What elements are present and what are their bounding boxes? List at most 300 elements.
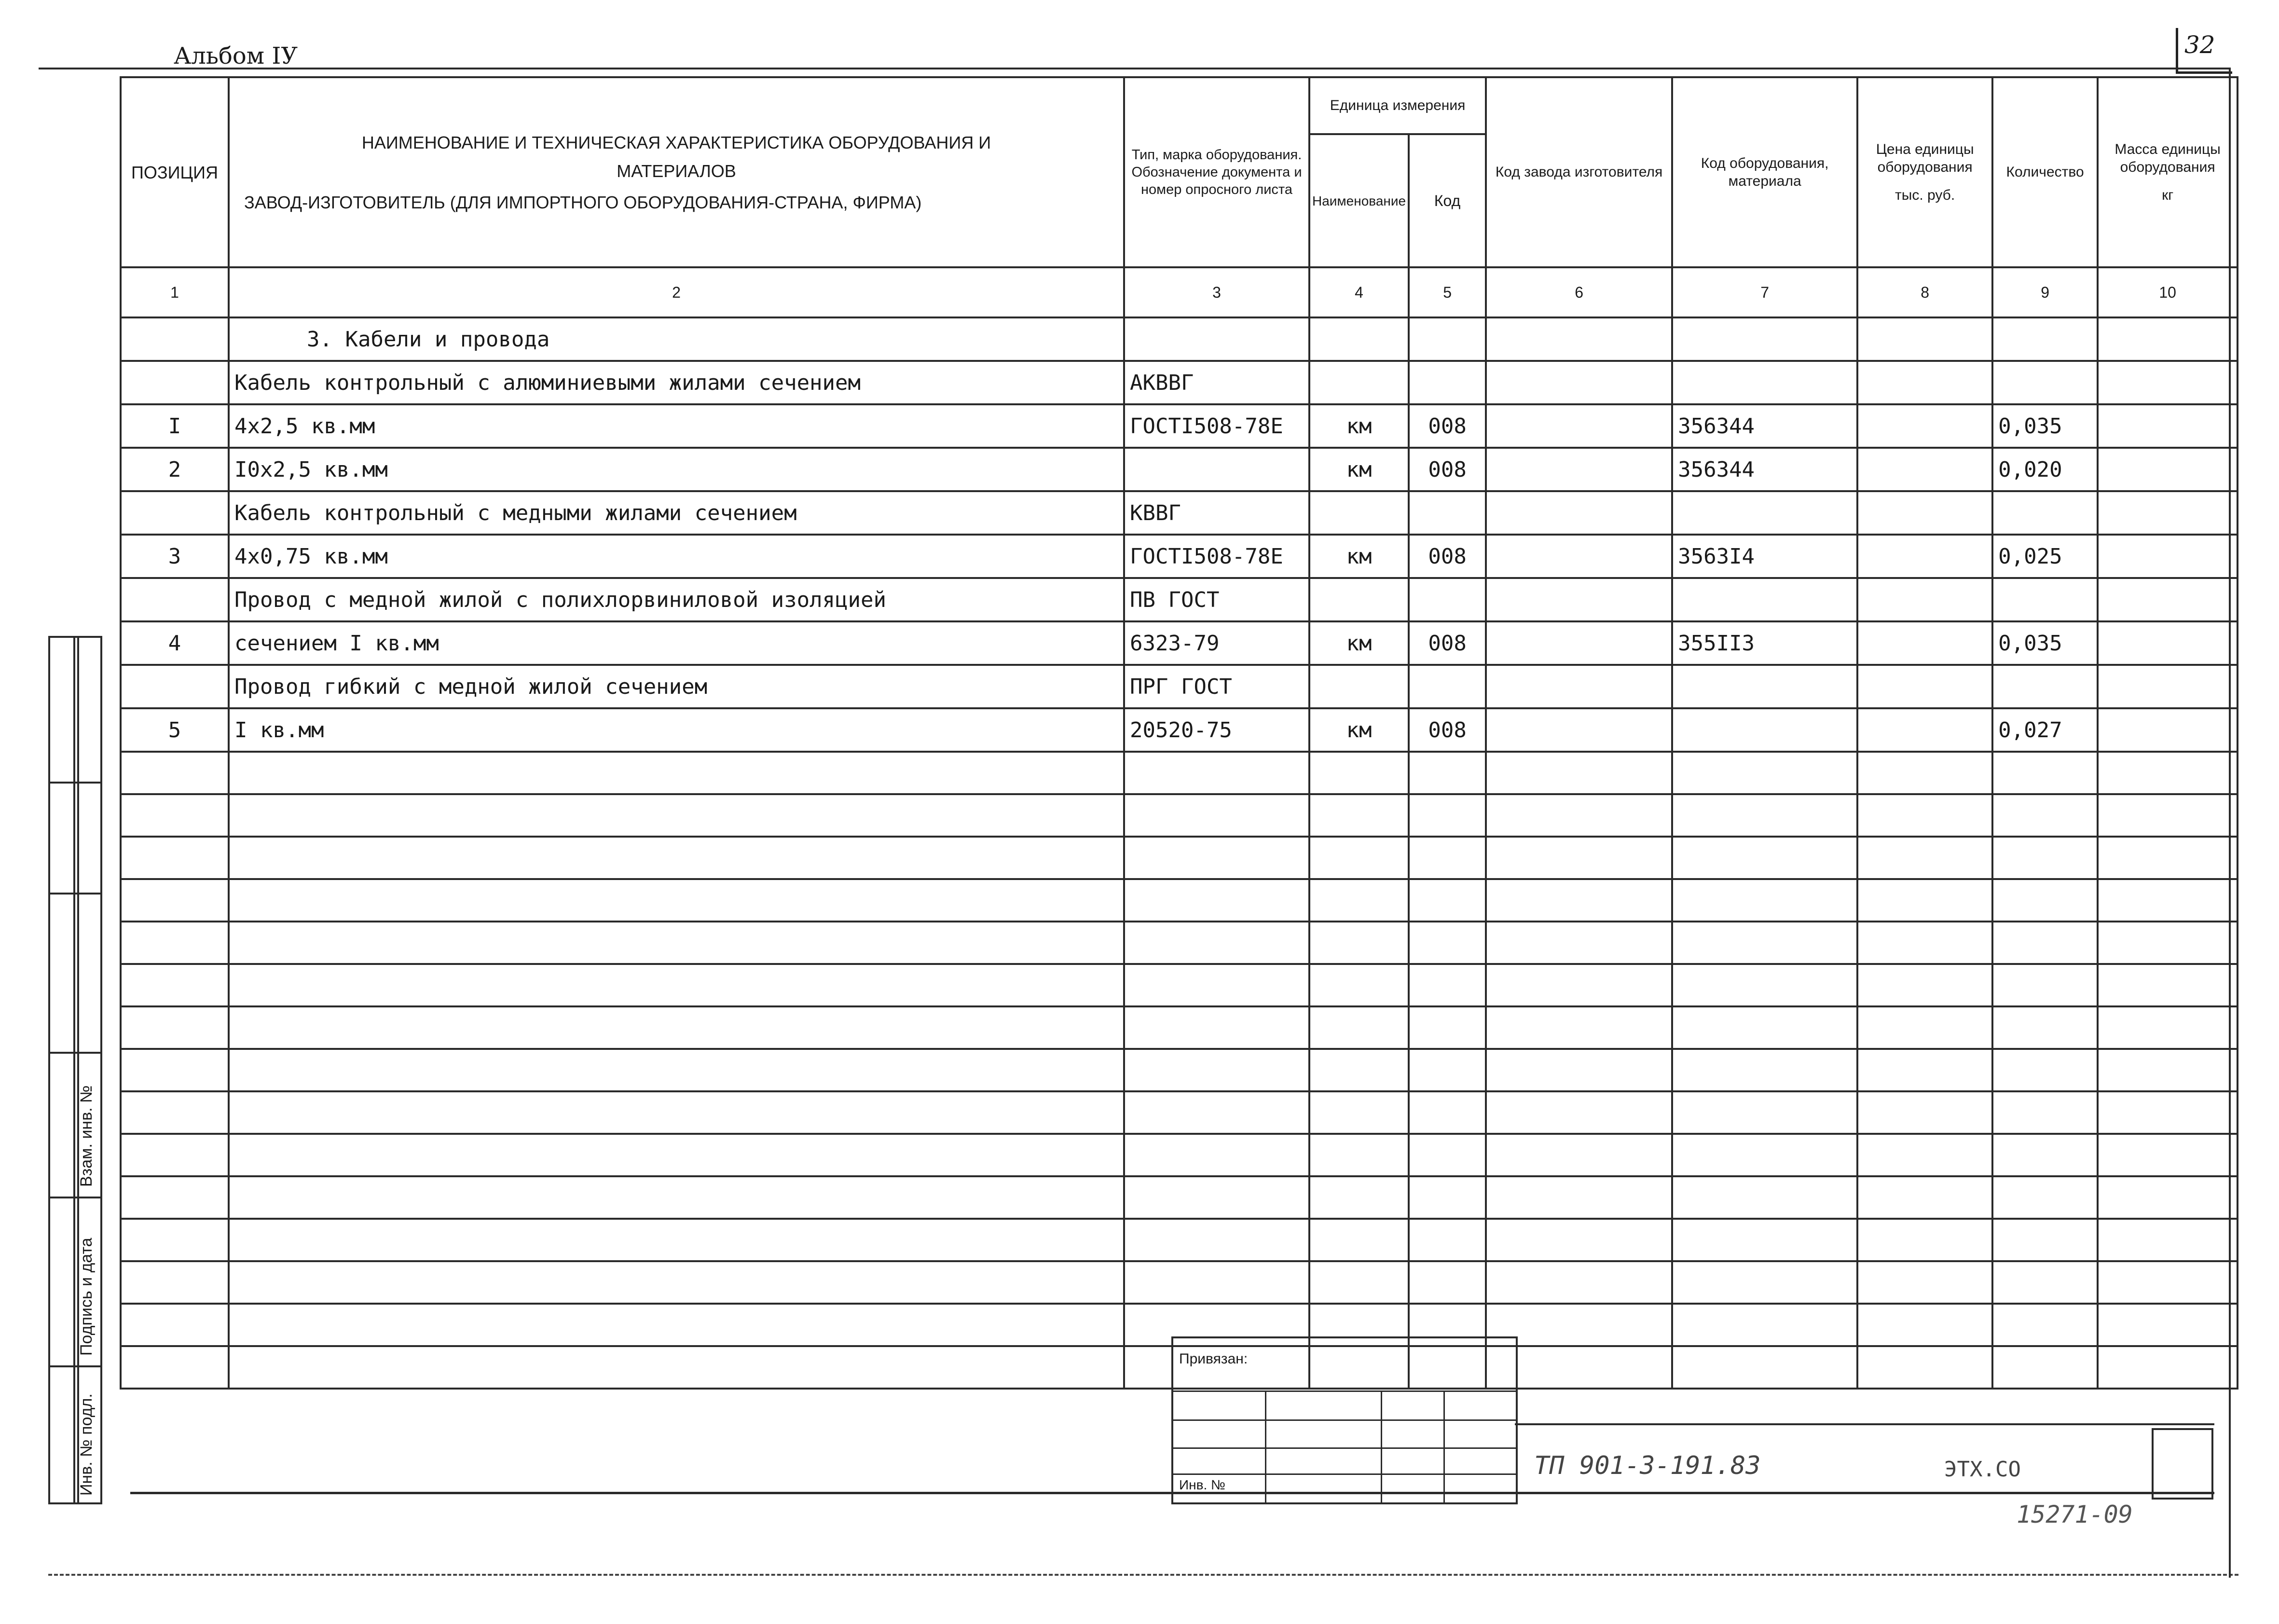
- header-quantity: Количество: [1992, 77, 2098, 267]
- empty-cell: [1672, 837, 1857, 879]
- col-number: 7: [1672, 267, 1857, 317]
- row-position: [121, 361, 229, 404]
- row-price: [1857, 621, 1992, 665]
- table-row: [121, 665, 2238, 708]
- header-unit-code: Код: [1409, 134, 1486, 267]
- empty-cell: [229, 1006, 1124, 1049]
- header-name-line1: НАИМЕНОВАНИЕ И ТЕХНИЧЕСКАЯ ХАРАКТЕРИСТИКА ОБОРУДОВАНИЯ И: [361, 132, 991, 152]
- empty-cell: [2098, 752, 2238, 794]
- row-quantity: [1992, 491, 2098, 535]
- row-unit-code: 008: [1409, 621, 1486, 665]
- side-divider: [48, 1052, 101, 1054]
- empty-cell: [121, 879, 229, 922]
- row-name: Провод гибкий с медной жилой сечением: [229, 665, 1124, 708]
- header-name: [229, 77, 1124, 267]
- header-factory-code: Код завода изготовителя: [1486, 77, 1672, 267]
- empty-cell: [121, 1304, 229, 1346]
- row-unit-code: 008: [1409, 448, 1486, 491]
- empty-cell: [229, 922, 1124, 964]
- header-mass: [2098, 77, 2238, 267]
- row-position: [121, 665, 229, 708]
- empty-cell: [229, 752, 1124, 794]
- empty-cell: [1672, 1006, 1857, 1049]
- empty-cell: [1409, 1006, 1486, 1049]
- empty-cell: [1992, 752, 2098, 794]
- row-position: [121, 491, 229, 535]
- empty-cell: [2098, 1176, 2238, 1219]
- empty-cell: [229, 1091, 1124, 1134]
- empty-row: [121, 837, 2238, 879]
- empty-row: [121, 879, 2238, 922]
- row-mass: [2098, 491, 2238, 535]
- row-position: [121, 578, 229, 621]
- empty-row: [121, 1176, 2238, 1219]
- col-number: 6: [1486, 267, 1672, 317]
- empty-cell: [1409, 1049, 1486, 1091]
- header-mass-unit: кг: [2162, 187, 2174, 203]
- empty-cell: [1992, 964, 2098, 1006]
- empty-cell: [2098, 879, 2238, 922]
- row-equipment-code: 355II3: [1672, 621, 1857, 665]
- title-block-cell: [2152, 1428, 2213, 1500]
- empty-cell: [1409, 879, 1486, 922]
- row-name: I кв.мм: [229, 708, 1124, 752]
- row-mass: [2098, 665, 2238, 708]
- empty-cell: [1486, 1091, 1672, 1134]
- empty-cell: [121, 794, 229, 837]
- empty-cell: [1309, 1219, 1409, 1261]
- header-name-line3: ЗАВОД-ИЗГОТОВИТЕЛЬ (ДЛЯ ИМПОРТНОГО ОБОРУДОВАНИЯ-СТРАНА, ФИРМА): [244, 192, 922, 212]
- album-label: Альбом IУ: [174, 42, 298, 69]
- row-unit-code: 008: [1409, 708, 1486, 752]
- empty-cell: [1409, 1134, 1486, 1176]
- row-unit: [1309, 491, 1409, 535]
- empty-cell: [1124, 1091, 1309, 1134]
- empty-cell: [2098, 1006, 2238, 1049]
- empty-cell: [1672, 1219, 1857, 1261]
- empty-cell: [2098, 1346, 2238, 1389]
- row-name: сечением I кв.мм: [229, 621, 1124, 665]
- row-price: [1857, 317, 1992, 361]
- row-name: I0x2,5 кв.мм: [229, 448, 1124, 491]
- row-factory-code: [1486, 404, 1672, 448]
- row-unit: [1309, 317, 1409, 361]
- handwritten-number: 15271-09: [2017, 1500, 2133, 1528]
- row-unit: км: [1309, 448, 1409, 491]
- empty-cell: [121, 1006, 229, 1049]
- empty-cell: [1486, 964, 1672, 1006]
- empty-cell: [1857, 1176, 1992, 1219]
- empty-cell: [121, 1219, 229, 1261]
- empty-cell: [1857, 1261, 1992, 1304]
- empty-cell: [229, 1261, 1124, 1304]
- row-price: [1857, 491, 1992, 535]
- row-price: [1857, 361, 1992, 404]
- empty-cell: [1672, 752, 1857, 794]
- empty-cell: [1309, 1261, 1409, 1304]
- empty-row: [121, 752, 2238, 794]
- row-equipment-code: [1672, 317, 1857, 361]
- row-type: КВВГ: [1124, 491, 1309, 535]
- empty-cell: [1672, 794, 1857, 837]
- row-unit: км: [1309, 708, 1409, 752]
- empty-cell: [1124, 837, 1309, 879]
- empty-cell: [1124, 1049, 1309, 1091]
- empty-cell: [1409, 837, 1486, 879]
- empty-cell: [1309, 1049, 1409, 1091]
- empty-cell: [1124, 1134, 1309, 1176]
- row-name: Провод с медной жилой с полихлорвиниловой изоляцией: [229, 578, 1124, 621]
- side-label-inventory: Инв. № подл.: [77, 1393, 96, 1496]
- header-equipment-code: Код оборудования, материала: [1672, 77, 1857, 267]
- empty-cell: [2098, 794, 2238, 837]
- specification-table: [120, 76, 2238, 1390]
- empty-cell: [1309, 922, 1409, 964]
- side-label-replace: Взам. инв. №: [77, 1085, 96, 1187]
- right-frame-line: [2229, 68, 2231, 1578]
- table-row: [121, 621, 2238, 665]
- empty-cell: [1486, 1134, 1672, 1176]
- col-number: 2: [229, 267, 1124, 317]
- empty-cell: [121, 837, 229, 879]
- empty-cell: [1486, 1049, 1672, 1091]
- empty-cell: [1992, 1261, 2098, 1304]
- empty-cell: [1409, 964, 1486, 1006]
- row-price: [1857, 578, 1992, 621]
- table-row: [121, 317, 2238, 361]
- empty-cell: [1857, 752, 1992, 794]
- empty-cell: [1992, 1176, 2098, 1219]
- empty-cell: [2098, 1091, 2238, 1134]
- row-equipment-code: 3563I4: [1672, 535, 1857, 578]
- empty-cell: [1992, 1134, 2098, 1176]
- empty-cell: [1672, 1091, 1857, 1134]
- empty-cell: [121, 1091, 229, 1134]
- header-type: Тип, марка оборудования. Обозначение документа и номер опросного листа: [1124, 77, 1309, 267]
- sheet-number: 32: [2184, 31, 2215, 59]
- empty-cell: [1672, 922, 1857, 964]
- document-suffix: ЭТХ.СО: [1944, 1457, 2021, 1482]
- header-price-label: Цена единицы оборудования: [1876, 141, 1974, 176]
- row-name: 4x0,75 кв.мм: [229, 535, 1124, 578]
- header-position: ПОЗИЦИЯ: [121, 77, 229, 267]
- top-rule: [39, 68, 2229, 69]
- empty-cell: [121, 1176, 229, 1219]
- row-factory-code: [1486, 491, 1672, 535]
- empty-cell: [2098, 837, 2238, 879]
- empty-cell: [229, 1049, 1124, 1091]
- table-row: [121, 491, 2238, 535]
- title-block-line: [1515, 1423, 2214, 1425]
- empty-cell: [1486, 1261, 1672, 1304]
- empty-cell: [1309, 1134, 1409, 1176]
- empty-cell: [1409, 752, 1486, 794]
- side-divider: [48, 1365, 101, 1367]
- table-row: [121, 361, 2238, 404]
- empty-cell: [1409, 922, 1486, 964]
- empty-cell: [1992, 794, 2098, 837]
- empty-cell: [1124, 752, 1309, 794]
- header-unit-name: Наименование: [1309, 134, 1409, 267]
- row-quantity: [1992, 665, 2098, 708]
- empty-cell: [1992, 837, 2098, 879]
- empty-cell: [1857, 1049, 1992, 1091]
- row-quantity: [1992, 578, 2098, 621]
- empty-cell: [1124, 794, 1309, 837]
- row-unit: [1309, 578, 1409, 621]
- row-price: [1857, 404, 1992, 448]
- empty-cell: [121, 1346, 229, 1389]
- empty-cell: [1409, 794, 1486, 837]
- col-number: 5: [1409, 267, 1486, 317]
- empty-cell: [1857, 879, 1992, 922]
- empty-cell: [1309, 837, 1409, 879]
- row-factory-code: [1486, 665, 1672, 708]
- row-unit: км: [1309, 404, 1409, 448]
- empty-cell: [121, 1134, 229, 1176]
- empty-cell: [1992, 1049, 2098, 1091]
- empty-cell: [1857, 922, 1992, 964]
- row-position: I: [121, 404, 229, 448]
- empty-cell: [121, 922, 229, 964]
- row-name: Кабель контрольный с медными жилами сечением: [229, 491, 1124, 535]
- row-equipment-code: [1672, 491, 1857, 535]
- header-row: [121, 77, 2238, 134]
- row-unit-code: [1409, 361, 1486, 404]
- empty-cell: [1672, 1176, 1857, 1219]
- row-type: ГОСТI508-78Е: [1124, 535, 1309, 578]
- side-divider: [48, 782, 101, 784]
- row-unit-code: 008: [1409, 404, 1486, 448]
- header-price: [1857, 77, 1992, 267]
- empty-cell: [1857, 1134, 1992, 1176]
- side-divider: [48, 1197, 101, 1198]
- empty-cell: [1124, 1219, 1309, 1261]
- row-type: [1124, 317, 1309, 361]
- row-mass: [2098, 317, 2238, 361]
- empty-cell: [1486, 879, 1672, 922]
- row-quantity: 0,035: [1992, 404, 2098, 448]
- empty-cell: [1124, 1006, 1309, 1049]
- row-mass: [2098, 621, 2238, 665]
- empty-cell: [1124, 879, 1309, 922]
- row-unit: [1309, 665, 1409, 708]
- side-label-signature: Подпись и дата: [77, 1238, 96, 1356]
- column-number-row: [121, 267, 2238, 317]
- row-mass: [2098, 708, 2238, 752]
- empty-cell: [1409, 1261, 1486, 1304]
- row-type: ГОСТI508-78Е: [1124, 404, 1309, 448]
- document-code: ТП 901-3-191.83: [1534, 1451, 1761, 1480]
- empty-row: [121, 1091, 2238, 1134]
- row-equipment-code: [1672, 578, 1857, 621]
- col-number: 9: [1992, 267, 2098, 317]
- row-position: 3: [121, 535, 229, 578]
- empty-cell: [1992, 879, 2098, 922]
- header-mass-label: Масса единицы оборудования: [2114, 141, 2221, 176]
- empty-cell: [1857, 794, 1992, 837]
- empty-cell: [229, 1219, 1124, 1261]
- empty-cell: [1486, 1176, 1672, 1219]
- row-mass: [2098, 361, 2238, 404]
- row-factory-code: [1486, 448, 1672, 491]
- empty-cell: [1992, 1304, 2098, 1346]
- stamp-list-label: Инв. №: [1179, 1477, 1226, 1492]
- empty-cell: [1857, 837, 1992, 879]
- empty-row: [121, 1049, 2238, 1091]
- empty-cell: [1124, 1176, 1309, 1219]
- empty-cell: [1992, 1346, 2098, 1389]
- empty-cell: [1992, 1091, 2098, 1134]
- row-equipment-code: [1672, 361, 1857, 404]
- empty-cell: [1486, 1219, 1672, 1261]
- empty-cell: [1309, 1091, 1409, 1134]
- row-price: [1857, 708, 1992, 752]
- row-unit: км: [1309, 621, 1409, 665]
- row-unit-code: [1409, 491, 1486, 535]
- row-quantity: [1992, 361, 2098, 404]
- empty-cell: [1409, 1091, 1486, 1134]
- empty-cell: [121, 752, 229, 794]
- empty-cell: [1672, 1134, 1857, 1176]
- empty-cell: [1309, 964, 1409, 1006]
- page-edge-line: [48, 1574, 2238, 1576]
- empty-cell: [229, 879, 1124, 922]
- row-price: [1857, 448, 1992, 491]
- row-unit-code: [1409, 578, 1486, 621]
- row-unit-code: [1409, 665, 1486, 708]
- empty-cell: [1486, 922, 1672, 964]
- table-row: [121, 708, 2238, 752]
- row-equipment-code: [1672, 665, 1857, 708]
- empty-cell: [1672, 1304, 1857, 1346]
- row-mass: [2098, 448, 2238, 491]
- empty-cell: [121, 964, 229, 1006]
- header-unit-group: Единица измерения: [1309, 77, 1486, 134]
- empty-row: [121, 922, 2238, 964]
- header-name-line2: МАТЕРИАЛОВ: [617, 161, 736, 181]
- empty-row: [121, 794, 2238, 837]
- row-quantity: [1992, 317, 2098, 361]
- row-quantity: 0,020: [1992, 448, 2098, 491]
- empty-cell: [1672, 964, 1857, 1006]
- row-factory-code: [1486, 708, 1672, 752]
- empty-cell: [2098, 964, 2238, 1006]
- empty-cell: [1124, 922, 1309, 964]
- row-factory-code: [1486, 317, 1672, 361]
- empty-cell: [1857, 964, 1992, 1006]
- bottom-frame-line: [130, 1492, 2214, 1494]
- empty-row: [121, 1261, 2238, 1304]
- empty-cell: [1992, 922, 2098, 964]
- stamp-label: Привязан:: [1179, 1351, 1248, 1367]
- empty-cell: [1486, 837, 1672, 879]
- row-position: 5: [121, 708, 229, 752]
- table-row: [121, 404, 2238, 448]
- col-number: 1: [121, 267, 229, 317]
- empty-cell: [229, 1304, 1124, 1346]
- row-mass: [2098, 578, 2238, 621]
- header-price-unit: тыс. руб.: [1895, 187, 1955, 203]
- row-type: ПВ ГОСТ: [1124, 578, 1309, 621]
- row-mass: [2098, 535, 2238, 578]
- row-position: 2: [121, 448, 229, 491]
- table-row: [121, 448, 2238, 491]
- empty-cell: [1409, 1176, 1486, 1219]
- empty-cell: [1672, 1261, 1857, 1304]
- empty-cell: [1309, 752, 1409, 794]
- row-factory-code: [1486, 578, 1672, 621]
- empty-cell: [1124, 964, 1309, 1006]
- empty-row: [121, 1006, 2238, 1049]
- empty-cell: [1309, 794, 1409, 837]
- empty-cell: [1672, 879, 1857, 922]
- table-row: [121, 535, 2238, 578]
- row-name: 3. Кабели и провода: [229, 317, 1124, 361]
- empty-cell: [121, 1049, 229, 1091]
- row-position: 4: [121, 621, 229, 665]
- empty-cell: [229, 837, 1124, 879]
- empty-cell: [1124, 1261, 1309, 1304]
- col-number: 3: [1124, 267, 1309, 317]
- row-price: [1857, 535, 1992, 578]
- empty-cell: [1857, 1304, 1992, 1346]
- row-name: 4x2,5 кв.мм: [229, 404, 1124, 448]
- empty-cell: [1486, 1006, 1672, 1049]
- empty-cell: [229, 1176, 1124, 1219]
- row-unit-code: [1409, 317, 1486, 361]
- empty-cell: [1672, 1346, 1857, 1389]
- table-row: [121, 578, 2238, 621]
- empty-row: [121, 1134, 2238, 1176]
- side-strip-inner: [73, 636, 102, 1504]
- row-unit: [1309, 361, 1409, 404]
- empty-cell: [121, 1261, 229, 1304]
- row-type: ПРГ ГОСТ: [1124, 665, 1309, 708]
- col-number: 10: [2098, 267, 2238, 317]
- empty-cell: [1857, 1091, 1992, 1134]
- empty-cell: [2098, 922, 2238, 964]
- empty-cell: [1672, 1049, 1857, 1091]
- empty-cell: [1486, 752, 1672, 794]
- col-number: 4: [1309, 267, 1409, 317]
- empty-cell: [229, 1346, 1124, 1389]
- empty-cell: [2098, 1304, 2238, 1346]
- row-unit: км: [1309, 535, 1409, 578]
- empty-cell: [2098, 1134, 2238, 1176]
- side-divider: [48, 893, 101, 895]
- row-equipment-code: 356344: [1672, 404, 1857, 448]
- empty-cell: [2098, 1219, 2238, 1261]
- empty-cell: [1309, 1176, 1409, 1219]
- row-factory-code: [1486, 621, 1672, 665]
- row-unit-code: 008: [1409, 535, 1486, 578]
- empty-cell: [1857, 1219, 1992, 1261]
- empty-row: [121, 1219, 2238, 1261]
- empty-cell: [1309, 879, 1409, 922]
- empty-cell: [229, 1134, 1124, 1176]
- row-type: АКВВГ: [1124, 361, 1309, 404]
- row-quantity: 0,035: [1992, 621, 2098, 665]
- row-factory-code: [1486, 535, 1672, 578]
- empty-cell: [2098, 1049, 2238, 1091]
- empty-cell: [1486, 794, 1672, 837]
- row-quantity: 0,025: [1992, 535, 2098, 578]
- row-equipment-code: 356344: [1672, 448, 1857, 491]
- col-number: 8: [1857, 267, 1992, 317]
- row-position: [121, 317, 229, 361]
- row-factory-code: [1486, 361, 1672, 404]
